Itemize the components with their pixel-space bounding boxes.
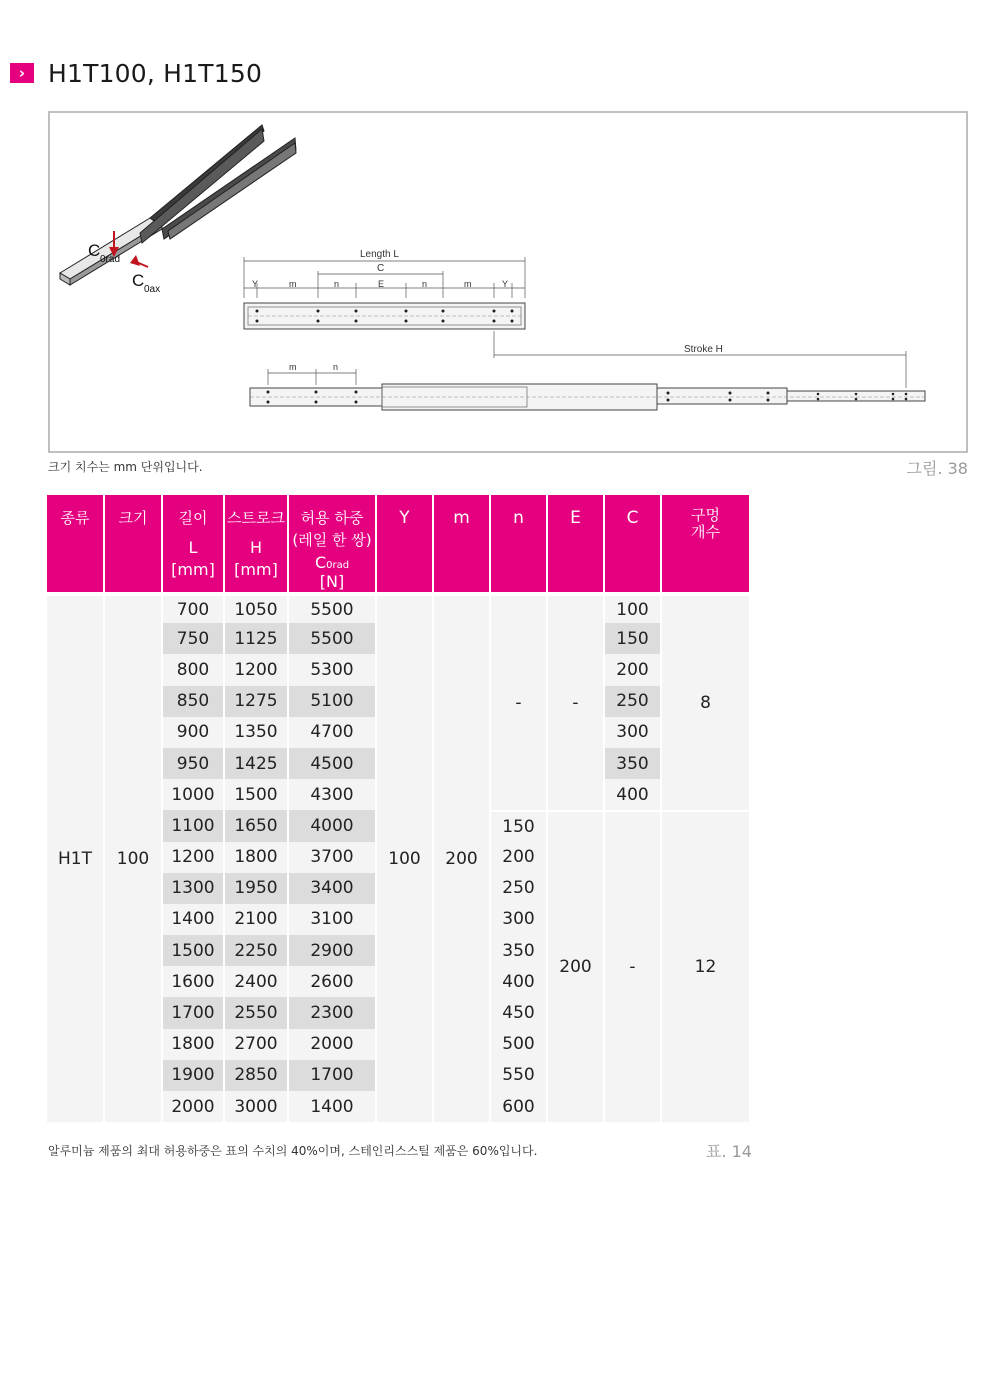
cell-c: 350 [605, 748, 660, 779]
cell-length: 750 [163, 623, 223, 654]
header-load-symbol-sub: 0rad [326, 560, 350, 571]
header-length [163, 495, 223, 592]
cell-load: 1700 [289, 1060, 375, 1091]
c0rad-subscript: 0rad [100, 254, 121, 265]
n-lower-label: n [333, 362, 339, 372]
cell-n: 300 [491, 904, 546, 935]
closed-rail-drawing [244, 303, 525, 329]
cell-load: 4000 [289, 810, 375, 841]
dimension-lines [244, 257, 525, 298]
cell-n: 450 [491, 997, 546, 1028]
cell-length: 700 [163, 592, 223, 623]
cell-length: 1500 [163, 935, 223, 966]
cell-stroke: 1800 [225, 842, 287, 873]
table-row [47, 592, 749, 623]
figure-drawing [48, 111, 968, 453]
c0rad-label: C [88, 241, 101, 260]
cell-load: 5500 [289, 592, 375, 623]
cell-stroke: 2250 [225, 935, 287, 966]
m-left-label: m [289, 279, 297, 289]
spec-table [45, 495, 751, 1122]
cell-n: 500 [491, 1029, 546, 1060]
c-dimension-label: C [377, 263, 385, 274]
cell-e-merged: - [548, 592, 603, 810]
cell-load: 2600 [289, 966, 375, 997]
cell-c-merged: - [605, 810, 660, 1122]
lower-dimension-lines [268, 369, 356, 385]
table-body [47, 592, 749, 1122]
cell-length: 1900 [163, 1060, 223, 1091]
cell-stroke: 1125 [225, 623, 287, 654]
cell-type: H1T [47, 592, 103, 1122]
cell-n: 600 [491, 1091, 546, 1122]
cell-stroke: 2400 [225, 966, 287, 997]
figure-number: 그림. 38 [906, 459, 968, 478]
y-right-label: Y [502, 279, 509, 289]
cell-length: 1300 [163, 873, 223, 904]
figure-note: 크기 치수는 mm 단위입니다. [48, 460, 203, 474]
cell-length: 1800 [163, 1029, 223, 1060]
cell-n: 350 [491, 935, 546, 966]
stroke-h-label: Stroke H [684, 344, 723, 355]
cell-load: 4700 [289, 717, 375, 748]
cell-n: 400 [491, 966, 546, 997]
rail-drawing [50, 113, 966, 451]
extended-rail-drawing [250, 384, 925, 410]
cell-c: 400 [605, 779, 660, 810]
cell-length: 900 [163, 717, 223, 748]
cell-length: 1600 [163, 966, 223, 997]
cell-m: 200 [434, 592, 489, 1122]
cell-size: 100 [105, 592, 161, 1122]
cell-e-merged: 200 [548, 810, 603, 1122]
table-header-row [47, 495, 749, 592]
header-length-unit: [mm] [171, 560, 215, 579]
cell-load: 5100 [289, 686, 375, 717]
header-e: E [548, 495, 603, 592]
header-length-symbol: L [188, 538, 198, 557]
cell-load: 3700 [289, 842, 375, 873]
header-m: m [434, 495, 489, 592]
cell-stroke: 1650 [225, 810, 287, 841]
e-label: E [378, 279, 385, 289]
cell-stroke: 2100 [225, 904, 287, 935]
cell-load: 5300 [289, 654, 375, 685]
cell-c: 150 [605, 623, 660, 654]
cell-n-merged: - [491, 592, 546, 810]
cell-c: 250 [605, 686, 660, 717]
cell-stroke: 1425 [225, 748, 287, 779]
cell-load: 4300 [289, 779, 375, 810]
header-load-title: 허용 하중 [300, 509, 364, 527]
header-load-unit: [N] [319, 572, 345, 591]
header-load-subtitle: (레일 한 쌍) [292, 531, 372, 549]
cell-c: 100 [605, 592, 660, 623]
cell-load: 2300 [289, 997, 375, 1028]
cell-load: 2000 [289, 1029, 375, 1060]
cell-load: 2900 [289, 935, 375, 966]
header-load-symbol-main: C [314, 553, 327, 572]
length-l-label: Length L [360, 249, 399, 260]
cell-length: 1700 [163, 997, 223, 1028]
header-n: n [491, 495, 546, 592]
cell-stroke: 2700 [225, 1029, 287, 1060]
cell-length: 2000 [163, 1091, 223, 1122]
header-stroke-title: 스트로크 [227, 509, 285, 527]
cell-n: 250 [491, 873, 546, 904]
cell-load: 4500 [289, 748, 375, 779]
header-c: C [605, 495, 660, 592]
header-size: 크기 [105, 495, 161, 592]
y-left-label: Y [252, 279, 259, 289]
header-holes-label: 구멍 개수 [691, 506, 720, 541]
header-holes [662, 495, 749, 592]
cell-length: 1100 [163, 810, 223, 841]
cell-stroke: 2850 [225, 1060, 287, 1091]
n-left-label: n [334, 279, 340, 289]
header-type: 종류 [47, 495, 103, 592]
cell-stroke: 1950 [225, 873, 287, 904]
cell-length: 950 [163, 748, 223, 779]
cell-length: 1000 [163, 779, 223, 810]
n-right-label: n [422, 279, 428, 289]
stroke-dimension [494, 331, 906, 388]
cell-stroke: 1200 [225, 654, 287, 685]
cell-length: 800 [163, 654, 223, 685]
header-length-title: 길이 [178, 509, 208, 527]
cell-stroke: 2550 [225, 997, 287, 1028]
cell-length: 850 [163, 686, 223, 717]
cell-stroke: 1350 [225, 717, 287, 748]
chevron-right-icon: › [10, 63, 34, 83]
cell-load: 3100 [289, 904, 375, 935]
cell-holes: 8 [662, 592, 749, 810]
cell-n: 550 [491, 1060, 546, 1091]
cell-holes: 12 [662, 810, 749, 1122]
m-right-label: m [464, 279, 472, 289]
c0ax-subscript: 0ax [144, 284, 161, 295]
cell-y: 100 [377, 592, 432, 1122]
cell-c: 300 [605, 717, 660, 748]
cell-c: 200 [605, 654, 660, 685]
table-note: 알루미늄 제품의 최대 허용하중은 표의 수치의 40%이며, 스테인리스스틸 제품은 60%입니다. [48, 1144, 538, 1158]
cell-n: 200 [491, 842, 546, 873]
header-stroke-unit: [mm] [234, 560, 278, 579]
cell-stroke: 1275 [225, 686, 287, 717]
page-title: H1T100, H1T150 [48, 58, 263, 88]
cell-load: 3400 [289, 873, 375, 904]
table-number: 표. 14 [706, 1142, 752, 1161]
cell-stroke: 1050 [225, 592, 287, 623]
section-heading [10, 58, 262, 88]
cell-load: 5500 [289, 623, 375, 654]
cell-stroke: 1500 [225, 779, 287, 810]
cell-stroke: 3000 [225, 1091, 287, 1122]
m-lower-label: m [289, 362, 297, 372]
header-stroke [225, 495, 287, 592]
header-stroke-symbol: H [249, 538, 263, 557]
cell-n: 150 [491, 810, 546, 841]
header-load [289, 495, 375, 592]
cell-length: 1400 [163, 904, 223, 935]
cell-load: 1400 [289, 1091, 375, 1122]
header-y: Y [377, 495, 432, 592]
c0ax-label: C [132, 271, 145, 290]
cell-length: 1200 [163, 842, 223, 873]
